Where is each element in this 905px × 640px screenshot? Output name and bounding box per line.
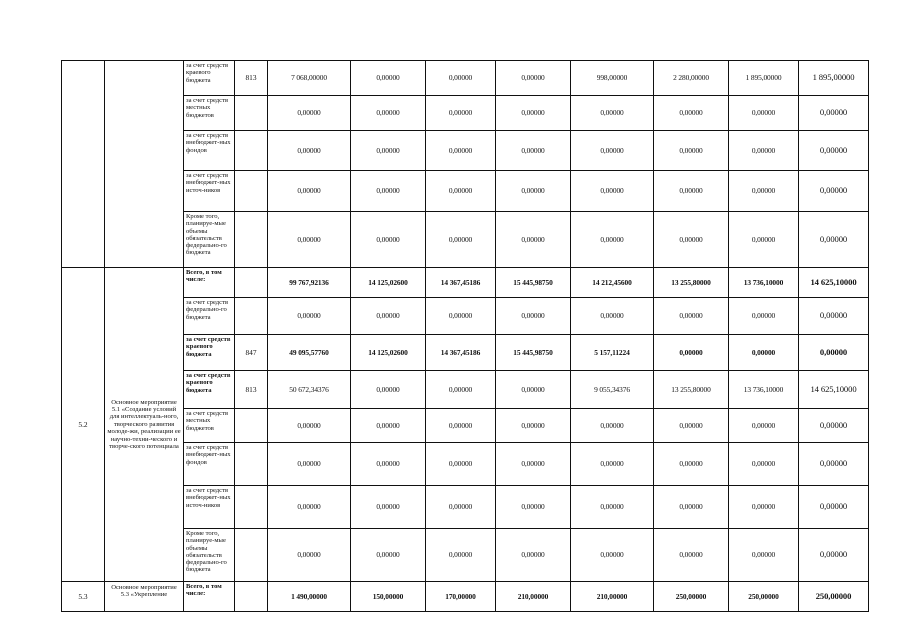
funding-source-cell: за счет средств краевого бюджета bbox=[184, 371, 235, 409]
amount-cell: 0,00000 bbox=[654, 443, 729, 486]
amount-cell: 0,00000 bbox=[654, 171, 729, 212]
amount-cell: 7 068,00000 bbox=[268, 61, 351, 96]
row-index-cell bbox=[62, 61, 105, 268]
amount-cell: 0,00000 bbox=[654, 529, 729, 582]
amount-cell: 0,00000 bbox=[799, 409, 869, 443]
amount-cell: 0,00000 bbox=[426, 212, 496, 268]
amount-cell: 0,00000 bbox=[351, 443, 426, 486]
amount-cell: 0,00000 bbox=[351, 298, 426, 335]
amount-cell: 1 895,00000 bbox=[799, 61, 869, 96]
funding-source-cell: за счет средств внебюджет-ных источ-ников bbox=[184, 171, 235, 212]
table-row bbox=[62, 486, 869, 529]
amount-cell: 0,00000 bbox=[571, 171, 654, 212]
amount-cell: 13 255,80000 bbox=[654, 268, 729, 298]
amount-cell: 15 445,98750 bbox=[496, 268, 571, 298]
budget-code-cell bbox=[235, 96, 268, 131]
amount-cell: 0,00000 bbox=[571, 409, 654, 443]
amount-cell: 0,00000 bbox=[654, 335, 729, 371]
funding-source-cell: за счет средств местных бюджетов bbox=[184, 96, 235, 131]
amount-cell: 0,00000 bbox=[426, 371, 496, 409]
table-row bbox=[62, 131, 869, 171]
amount-cell: 0,00000 bbox=[351, 171, 426, 212]
amount-cell: 49 095,57760 bbox=[268, 335, 351, 371]
amount-cell: 0,00000 bbox=[496, 409, 571, 443]
amount-cell: 0,00000 bbox=[268, 212, 351, 268]
amount-cell: 0,00000 bbox=[729, 409, 799, 443]
table-row bbox=[62, 212, 869, 268]
table-row bbox=[62, 371, 869, 409]
funding-source-cell: за счет средств местных бюджетов bbox=[184, 409, 235, 443]
amount-cell: 0,00000 bbox=[654, 131, 729, 171]
amount-cell: 14 212,45600 bbox=[571, 268, 654, 298]
amount-cell: 250,00000 bbox=[729, 582, 799, 612]
table-row bbox=[62, 268, 869, 298]
amount-cell: 0,00000 bbox=[426, 171, 496, 212]
amount-cell: 0,00000 bbox=[729, 486, 799, 529]
amount-cell: 0,00000 bbox=[268, 96, 351, 131]
amount-cell: 0,00000 bbox=[496, 96, 571, 131]
amount-cell: 50 672,34376 bbox=[268, 371, 351, 409]
budget-code-cell bbox=[235, 443, 268, 486]
amount-cell: 0,00000 bbox=[729, 298, 799, 335]
table-row bbox=[62, 96, 869, 131]
amount-cell: 13 736,10000 bbox=[729, 268, 799, 298]
amount-cell: 0,00000 bbox=[496, 61, 571, 96]
amount-cell: 0,00000 bbox=[571, 212, 654, 268]
table-row bbox=[62, 171, 869, 212]
amount-cell: 13 736,10000 bbox=[729, 371, 799, 409]
amount-cell: 0,00000 bbox=[496, 529, 571, 582]
amount-cell: 0,00000 bbox=[799, 335, 869, 371]
amount-cell: 0,00000 bbox=[729, 96, 799, 131]
budget-code-cell bbox=[235, 529, 268, 582]
amount-cell: 0,00000 bbox=[268, 298, 351, 335]
amount-cell: 0,00000 bbox=[268, 131, 351, 171]
funding-source-cell: Всего, в том числе: bbox=[184, 582, 235, 612]
amount-cell: 0,00000 bbox=[729, 529, 799, 582]
amount-cell: 0,00000 bbox=[351, 96, 426, 131]
amount-cell: 998,00000 bbox=[571, 61, 654, 96]
amount-cell: 1 895,00000 bbox=[729, 61, 799, 96]
measure-name-cell: Основное мероприятие 5.1 «Создание условий для интеллектуаль-ного, творческого развития молоде-жи, реализации ее научно-техни-ческого и творче-ского потенциала bbox=[105, 268, 184, 582]
amount-cell: 14 625,10000 bbox=[799, 371, 869, 409]
funding-source-cell: Всего, в том числе: bbox=[184, 268, 235, 298]
amount-cell: 0,00000 bbox=[729, 131, 799, 171]
amount-cell: 0,00000 bbox=[496, 371, 571, 409]
funding-source-cell: Кроме того, планируе-мые объемы обязательств федерально-го бюджета bbox=[184, 529, 235, 582]
amount-cell: 14 367,45186 bbox=[426, 268, 496, 298]
amount-cell: 0,00000 bbox=[571, 298, 654, 335]
amount-cell: 210,00000 bbox=[571, 582, 654, 612]
amount-cell: 14 125,02600 bbox=[351, 268, 426, 298]
row-index-cell: 5.2 bbox=[62, 268, 105, 582]
amount-cell: 9 055,34376 bbox=[571, 371, 654, 409]
funding-source-cell: за счет средств внебюджет-ных источ-ников bbox=[184, 486, 235, 529]
amount-cell: 0,00000 bbox=[654, 96, 729, 131]
amount-cell: 0,00000 bbox=[268, 409, 351, 443]
table-row bbox=[62, 298, 869, 335]
amount-cell: 0,00000 bbox=[799, 486, 869, 529]
amount-cell: 0,00000 bbox=[729, 212, 799, 268]
table-row bbox=[62, 409, 869, 443]
funding-source-cell: Кроме того, планируе-мые объемы обязательств федерально-го бюджета bbox=[184, 212, 235, 268]
amount-cell: 0,00000 bbox=[729, 335, 799, 371]
amount-cell: 0,00000 bbox=[571, 486, 654, 529]
budget-code-cell bbox=[235, 268, 268, 298]
amount-cell: 0,00000 bbox=[496, 171, 571, 212]
amount-cell: 0,00000 bbox=[496, 212, 571, 268]
funding-source-cell: за счет средств краевого бюджета bbox=[184, 61, 235, 96]
funding-source-cell: за счет средств внебюджет-ных фондов bbox=[184, 131, 235, 171]
row-index-cell: 5.3 bbox=[62, 582, 105, 612]
amount-cell: 0,00000 bbox=[351, 371, 426, 409]
amount-cell: 0,00000 bbox=[654, 212, 729, 268]
amount-cell: 0,00000 bbox=[571, 131, 654, 171]
amount-cell: 0,00000 bbox=[799, 298, 869, 335]
measure-name-cell: Основное мероприятие 5.3 «Укрепление bbox=[105, 582, 184, 612]
amount-cell: 14 367,45186 bbox=[426, 335, 496, 371]
amount-cell: 250,00000 bbox=[654, 582, 729, 612]
amount-cell: 0,00000 bbox=[426, 131, 496, 171]
amount-cell: 0,00000 bbox=[799, 131, 869, 171]
budget-code-cell bbox=[235, 131, 268, 171]
funding-source-cell: за счет средств федерально-го бюджета bbox=[184, 298, 235, 335]
budget-code-cell bbox=[235, 212, 268, 268]
amount-cell: 14 125,02600 bbox=[351, 335, 426, 371]
amount-cell: 0,00000 bbox=[654, 409, 729, 443]
amount-cell: 0,00000 bbox=[654, 298, 729, 335]
amount-cell: 0,00000 bbox=[268, 443, 351, 486]
funding-source-cell: за счет средств краевого бюджета bbox=[184, 335, 235, 371]
amount-cell: 0,00000 bbox=[729, 171, 799, 212]
amount-cell: 0,00000 bbox=[426, 61, 496, 96]
table-row bbox=[62, 335, 869, 371]
amount-cell: 0,00000 bbox=[799, 171, 869, 212]
amount-cell: 0,00000 bbox=[426, 529, 496, 582]
budget-table bbox=[61, 60, 869, 612]
amount-cell: 15 445,98750 bbox=[496, 335, 571, 371]
amount-cell: 0,00000 bbox=[426, 298, 496, 335]
amount-cell: 0,00000 bbox=[799, 212, 869, 268]
amount-cell: 0,00000 bbox=[351, 212, 426, 268]
amount-cell: 0,00000 bbox=[351, 61, 426, 96]
amount-cell: 14 625,10000 bbox=[799, 268, 869, 298]
amount-cell: 0,00000 bbox=[799, 443, 869, 486]
budget-code-cell: 847 bbox=[235, 335, 268, 371]
amount-cell: 0,00000 bbox=[351, 131, 426, 171]
budget-code-cell bbox=[235, 409, 268, 443]
amount-cell: 0,00000 bbox=[268, 171, 351, 212]
amount-cell: 0,00000 bbox=[268, 486, 351, 529]
table-row bbox=[62, 529, 869, 582]
table-row bbox=[62, 582, 869, 612]
amount-cell: 0,00000 bbox=[426, 409, 496, 443]
table-row bbox=[62, 443, 869, 486]
budget-code-cell bbox=[235, 298, 268, 335]
amount-cell: 0,00000 bbox=[799, 96, 869, 131]
amount-cell: 0,00000 bbox=[351, 529, 426, 582]
amount-cell: 210,00000 bbox=[496, 582, 571, 612]
amount-cell: 0,00000 bbox=[496, 298, 571, 335]
amount-cell: 0,00000 bbox=[799, 529, 869, 582]
amount-cell: 0,00000 bbox=[426, 443, 496, 486]
amount-cell: 1 490,00000 bbox=[268, 582, 351, 612]
amount-cell: 2 280,00000 bbox=[654, 61, 729, 96]
amount-cell: 0,00000 bbox=[571, 96, 654, 131]
budget-code-cell: 813 bbox=[235, 61, 268, 96]
amount-cell: 99 767,92136 bbox=[268, 268, 351, 298]
amount-cell: 0,00000 bbox=[351, 486, 426, 529]
amount-cell: 5 157,11224 bbox=[571, 335, 654, 371]
table-row bbox=[62, 61, 869, 96]
budget-code-cell bbox=[235, 486, 268, 529]
amount-cell: 0,00000 bbox=[268, 529, 351, 582]
amount-cell: 170,00000 bbox=[426, 582, 496, 612]
budget-code-cell: 813 bbox=[235, 371, 268, 409]
measure-name-cell bbox=[105, 61, 184, 268]
funding-source-cell: за счет средств внебюджет-ных фондов bbox=[184, 443, 235, 486]
budget-code-cell bbox=[235, 171, 268, 212]
amount-cell: 0,00000 bbox=[729, 443, 799, 486]
amount-cell: 0,00000 bbox=[351, 409, 426, 443]
amount-cell: 0,00000 bbox=[496, 443, 571, 486]
budget-code-cell bbox=[235, 582, 268, 612]
amount-cell: 0,00000 bbox=[426, 96, 496, 131]
amount-cell: 0,00000 bbox=[654, 486, 729, 529]
amount-cell: 0,00000 bbox=[496, 131, 571, 171]
amount-cell: 150,00000 bbox=[351, 582, 426, 612]
amount-cell: 250,00000 bbox=[799, 582, 869, 612]
amount-cell: 13 255,80000 bbox=[654, 371, 729, 409]
amount-cell: 0,00000 bbox=[571, 443, 654, 486]
amount-cell: 0,00000 bbox=[426, 486, 496, 529]
amount-cell: 0,00000 bbox=[571, 529, 654, 582]
amount-cell: 0,00000 bbox=[496, 486, 571, 529]
